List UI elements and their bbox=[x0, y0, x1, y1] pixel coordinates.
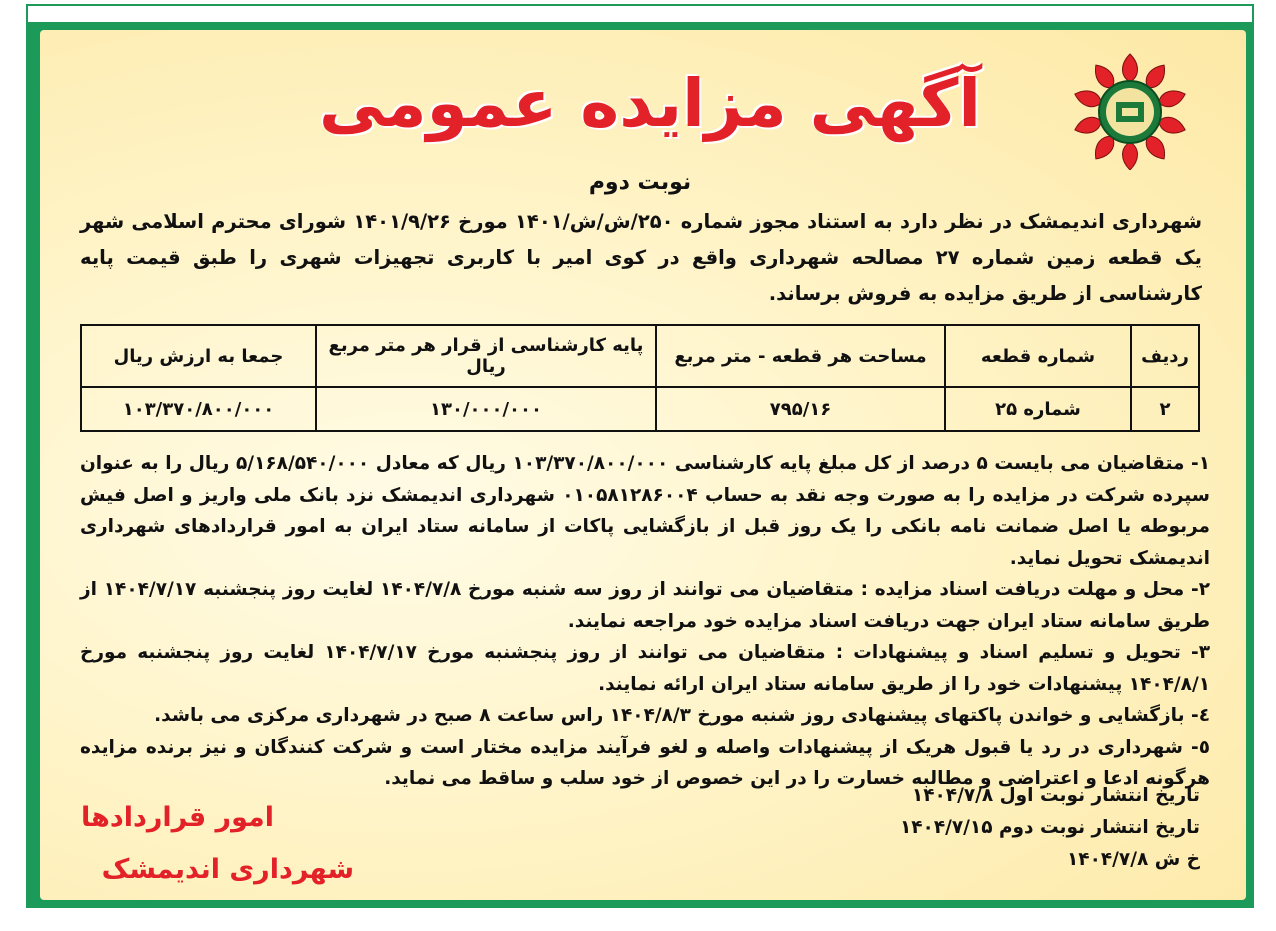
clause-item: ٥- شهرداری در رد یا قبول هریک از پیشنهادات واصله و لغو فرآیند مزایده مختار است و شرکت کنندگان و نیز برنده مزایده هرگونه ادعا و اعتراضی و مطالبه خسارت را در این خصوص از خود سلب و ساقط می نماید. bbox=[80, 736, 1210, 789]
signature-organization: شهرداری اندیمشک bbox=[101, 854, 354, 885]
table-header: جمعا به ارزش ریال bbox=[81, 325, 316, 387]
notice-code: خ ش ۱۴۰۴/۷/۸ bbox=[1066, 849, 1200, 870]
table-header-row bbox=[81, 325, 1199, 387]
first-publish-date: تاریخ انتشار نوبت اول ۱۴۰۴/۷/۸ bbox=[911, 785, 1200, 806]
table-header: پایه کارشناسی از قرار هر متر مربع ریال bbox=[316, 325, 656, 387]
table-cell: ۷۹۵/۱۶ bbox=[656, 387, 945, 431]
table-header: مساحت هر قطعه - متر مربع bbox=[656, 325, 945, 387]
publish-dates bbox=[700, 780, 1200, 876]
notice-round: نوبت دوم bbox=[588, 170, 692, 195]
clause-item: ٤- بازگشایی و خواندن پاکتهای پیشنهادی روز شنبه مورخ ۱۴۰۴/۸/۳ راس ساعت ۸ صبح در شهرداری مرکزی می باشد. bbox=[154, 705, 1210, 726]
clause-item: ۱- متقاضیان می بایست ۵ درصد از کل مبلغ پایه کارشناسی ۱۰۳/۳۷۰/۸۰۰/۰۰۰ ریال که معادل ۵/۱۶۸/۵۴۰/۰۰۰ ریال را به عنوان سپرده شرکت در مزایده را به صورت وجه نقد به حساب ۰۱۰۵۸۱۲۸۶۰۰۴ شهرداری اندیمشک نزد بانک ملی واریز و اصل فیش مربوطه یا اصل ضمانت نامه بانکی را یک روز قبل از بازگشایی پاکات از سامانه ستاد ایران به امور قراردادهای شهرداری اندیمشک تحویل نماید. bbox=[80, 453, 1211, 569]
table-cell: ۲ bbox=[1131, 387, 1199, 431]
municipality-emblem-icon bbox=[1070, 50, 1190, 170]
signature-department: امور قراردادها bbox=[81, 802, 274, 833]
table-cell: ۱۰۳/۳۷۰/۸۰۰/۰۰۰ bbox=[81, 387, 316, 431]
clause-item: ۳- تحویل و تسلیم اسناد و پیشنهادات : متقاضیان می توانند از روز پنجشنبه مورخ ۱۴۰۴/۷/۱۷ لغایت روز پنجشنبه مورخ ۱۴۰۴/۸/۱ پیشنهادات خود را از طریق سامانه ستاد ایران ارائه نمایند. bbox=[80, 642, 1210, 695]
table-header: شماره قطعه bbox=[945, 325, 1131, 387]
second-publish-date: تاریخ انتشار نوبت دوم ۱۴۰۴/۷/۱۵ bbox=[899, 817, 1200, 838]
notice-panel bbox=[40, 30, 1246, 900]
notice-intro: شهرداری اندیمشک در نظر دارد به استناد مجوز شماره ۲۵۰/ش/ش/۱۴۰۱ مورخ ۱۴۰۱/۹/۲۶ شورای محترم اسلامی شهر یک قطعه زمین شماره ۲۷ مصالحه شهرداری واقع در کوی امیر با کاربری تجهیزات شهری را طبق قیمت پایه کارشناسی از طریق مزایده به فروش برساند. bbox=[80, 210, 1203, 305]
top-strip bbox=[26, 4, 1254, 24]
signature-block bbox=[54, 792, 354, 896]
clause-item: ۲- محل و مهلت دریافت اسناد مزایده : متقاضیان می توانند از روز سه شنبه مورخ ۱۴۰۴/۷/۸ لغایت روز پنجشنبه ۱۴۰۴/۷/۱۷ از طریق سامانه ستاد ایران جهت دریافت اسناد مزایده خود مراجعه نمایند. bbox=[80, 579, 1211, 632]
table-cell: شماره ۲۵ bbox=[945, 387, 1131, 431]
table-cell: ۱۳۰/۰۰۰/۰۰۰ bbox=[316, 387, 656, 431]
table-header: ردیف bbox=[1131, 325, 1199, 387]
table-row bbox=[81, 387, 1199, 431]
clauses-list bbox=[80, 448, 1210, 795]
lots-table bbox=[80, 324, 1200, 432]
notice-title: آگهی مزایده عمومی bbox=[318, 65, 982, 142]
